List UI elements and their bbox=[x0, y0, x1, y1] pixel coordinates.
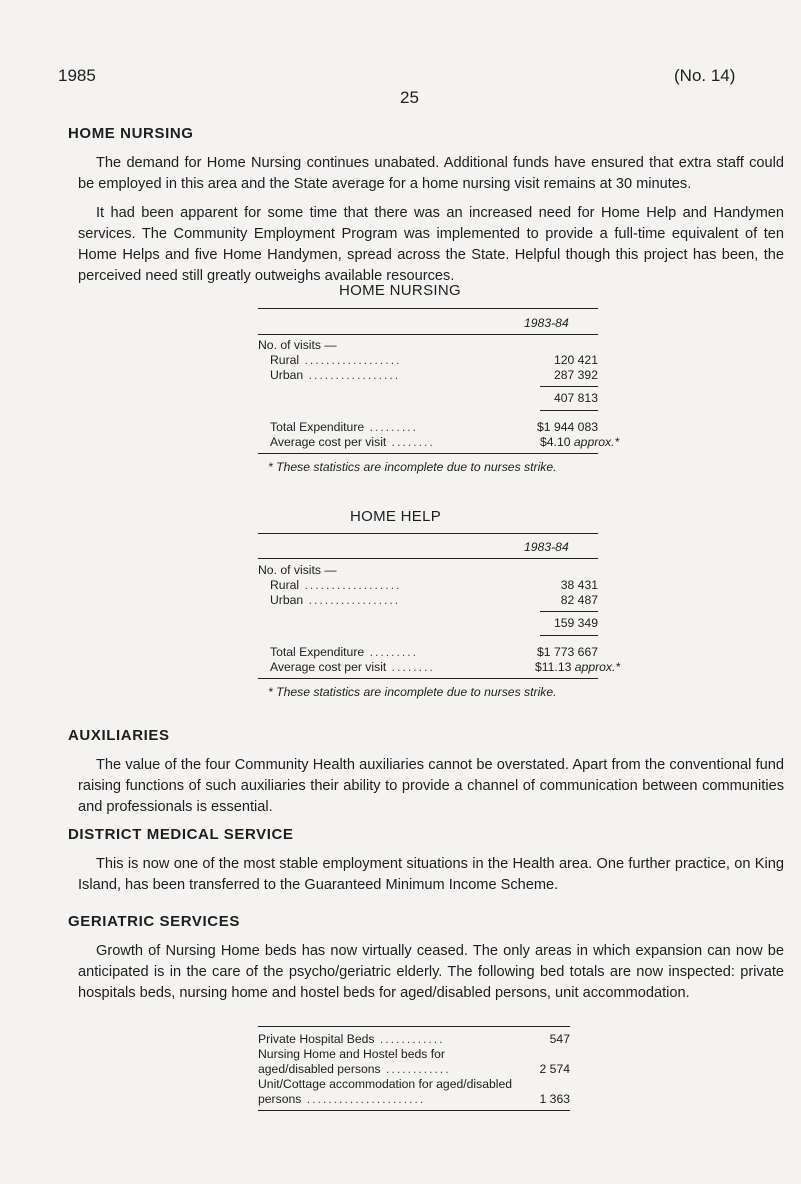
expenditure-value: $1 944 083 bbox=[537, 420, 598, 434]
beds-table-top-rule bbox=[258, 1026, 570, 1027]
table-bottom-rule bbox=[258, 453, 598, 454]
subtotal-rule bbox=[540, 611, 598, 612]
geriatric-paragraph: Growth of Nursing Home beds has now virtually ceased. The only areas in which expansion can now be anticipated is in the care of the psycho/geriatric elderly. The following bed totals are now inspected: private hospitals beds, nursing home and hostel beds for aged/disabled persons, unit accommodation. bbox=[78, 943, 784, 1001]
table-title: HOME NURSING bbox=[339, 282, 461, 299]
average-cost-value: $4.10 approx.* bbox=[540, 435, 620, 449]
average-cost-value: $11.13 approx.* bbox=[535, 660, 621, 674]
rural-value: 38 431 bbox=[560, 578, 598, 592]
table-bottom-rule bbox=[258, 678, 598, 679]
table-period-header: 1983-84 bbox=[524, 540, 569, 554]
header-issue: (No. 14) bbox=[674, 66, 736, 85]
table-footnote: * These statistics are incomplete due to nurses strike. bbox=[268, 685, 557, 699]
unit-accommodation-label-line2: persons ...................... bbox=[258, 1092, 426, 1106]
header-year: 1985 bbox=[58, 66, 96, 85]
section-heading-home-nursing: HOME NURSING bbox=[68, 125, 194, 142]
nursing-home-beds-label-line1: Nursing Home and Hostel beds for bbox=[258, 1047, 445, 1061]
total-rule bbox=[540, 635, 598, 636]
district-medical-paragraph: This is now one of the most stable employment situations in the Health area. One further practice, on King Island, has been transferred to the Guaranteed Minimum Income Scheme. bbox=[78, 856, 784, 893]
rural-label: Rural .................. bbox=[270, 578, 402, 592]
unit-accommodation-value: 1 363 bbox=[539, 1092, 570, 1106]
total-visits-value: 407 813 bbox=[553, 391, 598, 405]
auxiliaries-paragraph: The value of the four Community Health auxiliaries cannot be overstated. Apart from the conventional fund raising functions of such auxiliaries their ability to provide a channel of communication between communities and professionals is essential. bbox=[78, 757, 784, 815]
subtotal-rule bbox=[540, 386, 598, 387]
table-period-header: 1983-84 bbox=[524, 316, 569, 330]
urban-value: 82 487 bbox=[560, 593, 598, 607]
total-rule bbox=[540, 410, 598, 411]
unit-accommodation-label-line1: Unit/Cottage accommodation for aged/disabled bbox=[258, 1077, 513, 1091]
average-cost-label: Average cost per visit ........ bbox=[270, 435, 435, 449]
visits-label: No. of visits — bbox=[258, 338, 337, 352]
urban-value: 287 392 bbox=[553, 368, 598, 382]
home-nursing-paragraph-1: The demand for Home Nursing continues unabated. Additional funds have ensured that extra staff could be employed in this area and the State average for a home nursing visit remains at 30 minutes. bbox=[78, 155, 784, 192]
table-header-rule bbox=[258, 334, 598, 335]
expenditure-value: $1 773 667 bbox=[537, 645, 598, 659]
table-top-rule bbox=[258, 533, 598, 534]
section-heading-district-medical: DISTRICT MEDICAL SERVICE bbox=[68, 826, 294, 843]
rural-value: 120 421 bbox=[553, 353, 598, 367]
private-hospital-beds-label: Private Hospital Beds ............ bbox=[258, 1032, 445, 1046]
private-hospital-beds-value: 547 bbox=[549, 1032, 570, 1046]
expenditure-label: Total Expenditure ......... bbox=[270, 420, 419, 434]
table-footnote: * These statistics are incomplete due to nurses strike. bbox=[268, 460, 557, 474]
urban-label: Urban ................. bbox=[270, 368, 401, 382]
table-title: HOME HELP bbox=[350, 508, 442, 525]
average-cost-label: Average cost per visit ........ bbox=[270, 660, 435, 674]
table-header-rule bbox=[258, 558, 598, 559]
page-number: 25 bbox=[400, 88, 419, 107]
beds-table-bottom-rule bbox=[258, 1110, 570, 1111]
section-heading-auxiliaries: AUXILIARIES bbox=[68, 727, 170, 744]
expenditure-label: Total Expenditure ......... bbox=[270, 645, 419, 659]
urban-label: Urban ................. bbox=[270, 593, 401, 607]
visits-label: No. of visits — bbox=[258, 563, 337, 577]
table-top-rule bbox=[258, 308, 598, 309]
section-heading-geriatric: GERIATRIC SERVICES bbox=[68, 913, 240, 930]
nursing-home-beds-label-line2: aged/disabled persons ............ bbox=[258, 1062, 451, 1076]
home-nursing-paragraph-2: It had been apparent for some time that there was an increased need for Home Help and Handymen services. The Community Employment Program was implemented to provide a full-time equivalent of ten Home Helps and five Home Handymen, spread across the State. Helpful though this project has been, the perceived need still greatly outweighs available resources. bbox=[78, 205, 784, 284]
rural-label: Rural .................. bbox=[270, 353, 402, 367]
total-visits-value: 159 349 bbox=[553, 616, 598, 630]
nursing-home-beds-value: 2 574 bbox=[539, 1062, 570, 1076]
